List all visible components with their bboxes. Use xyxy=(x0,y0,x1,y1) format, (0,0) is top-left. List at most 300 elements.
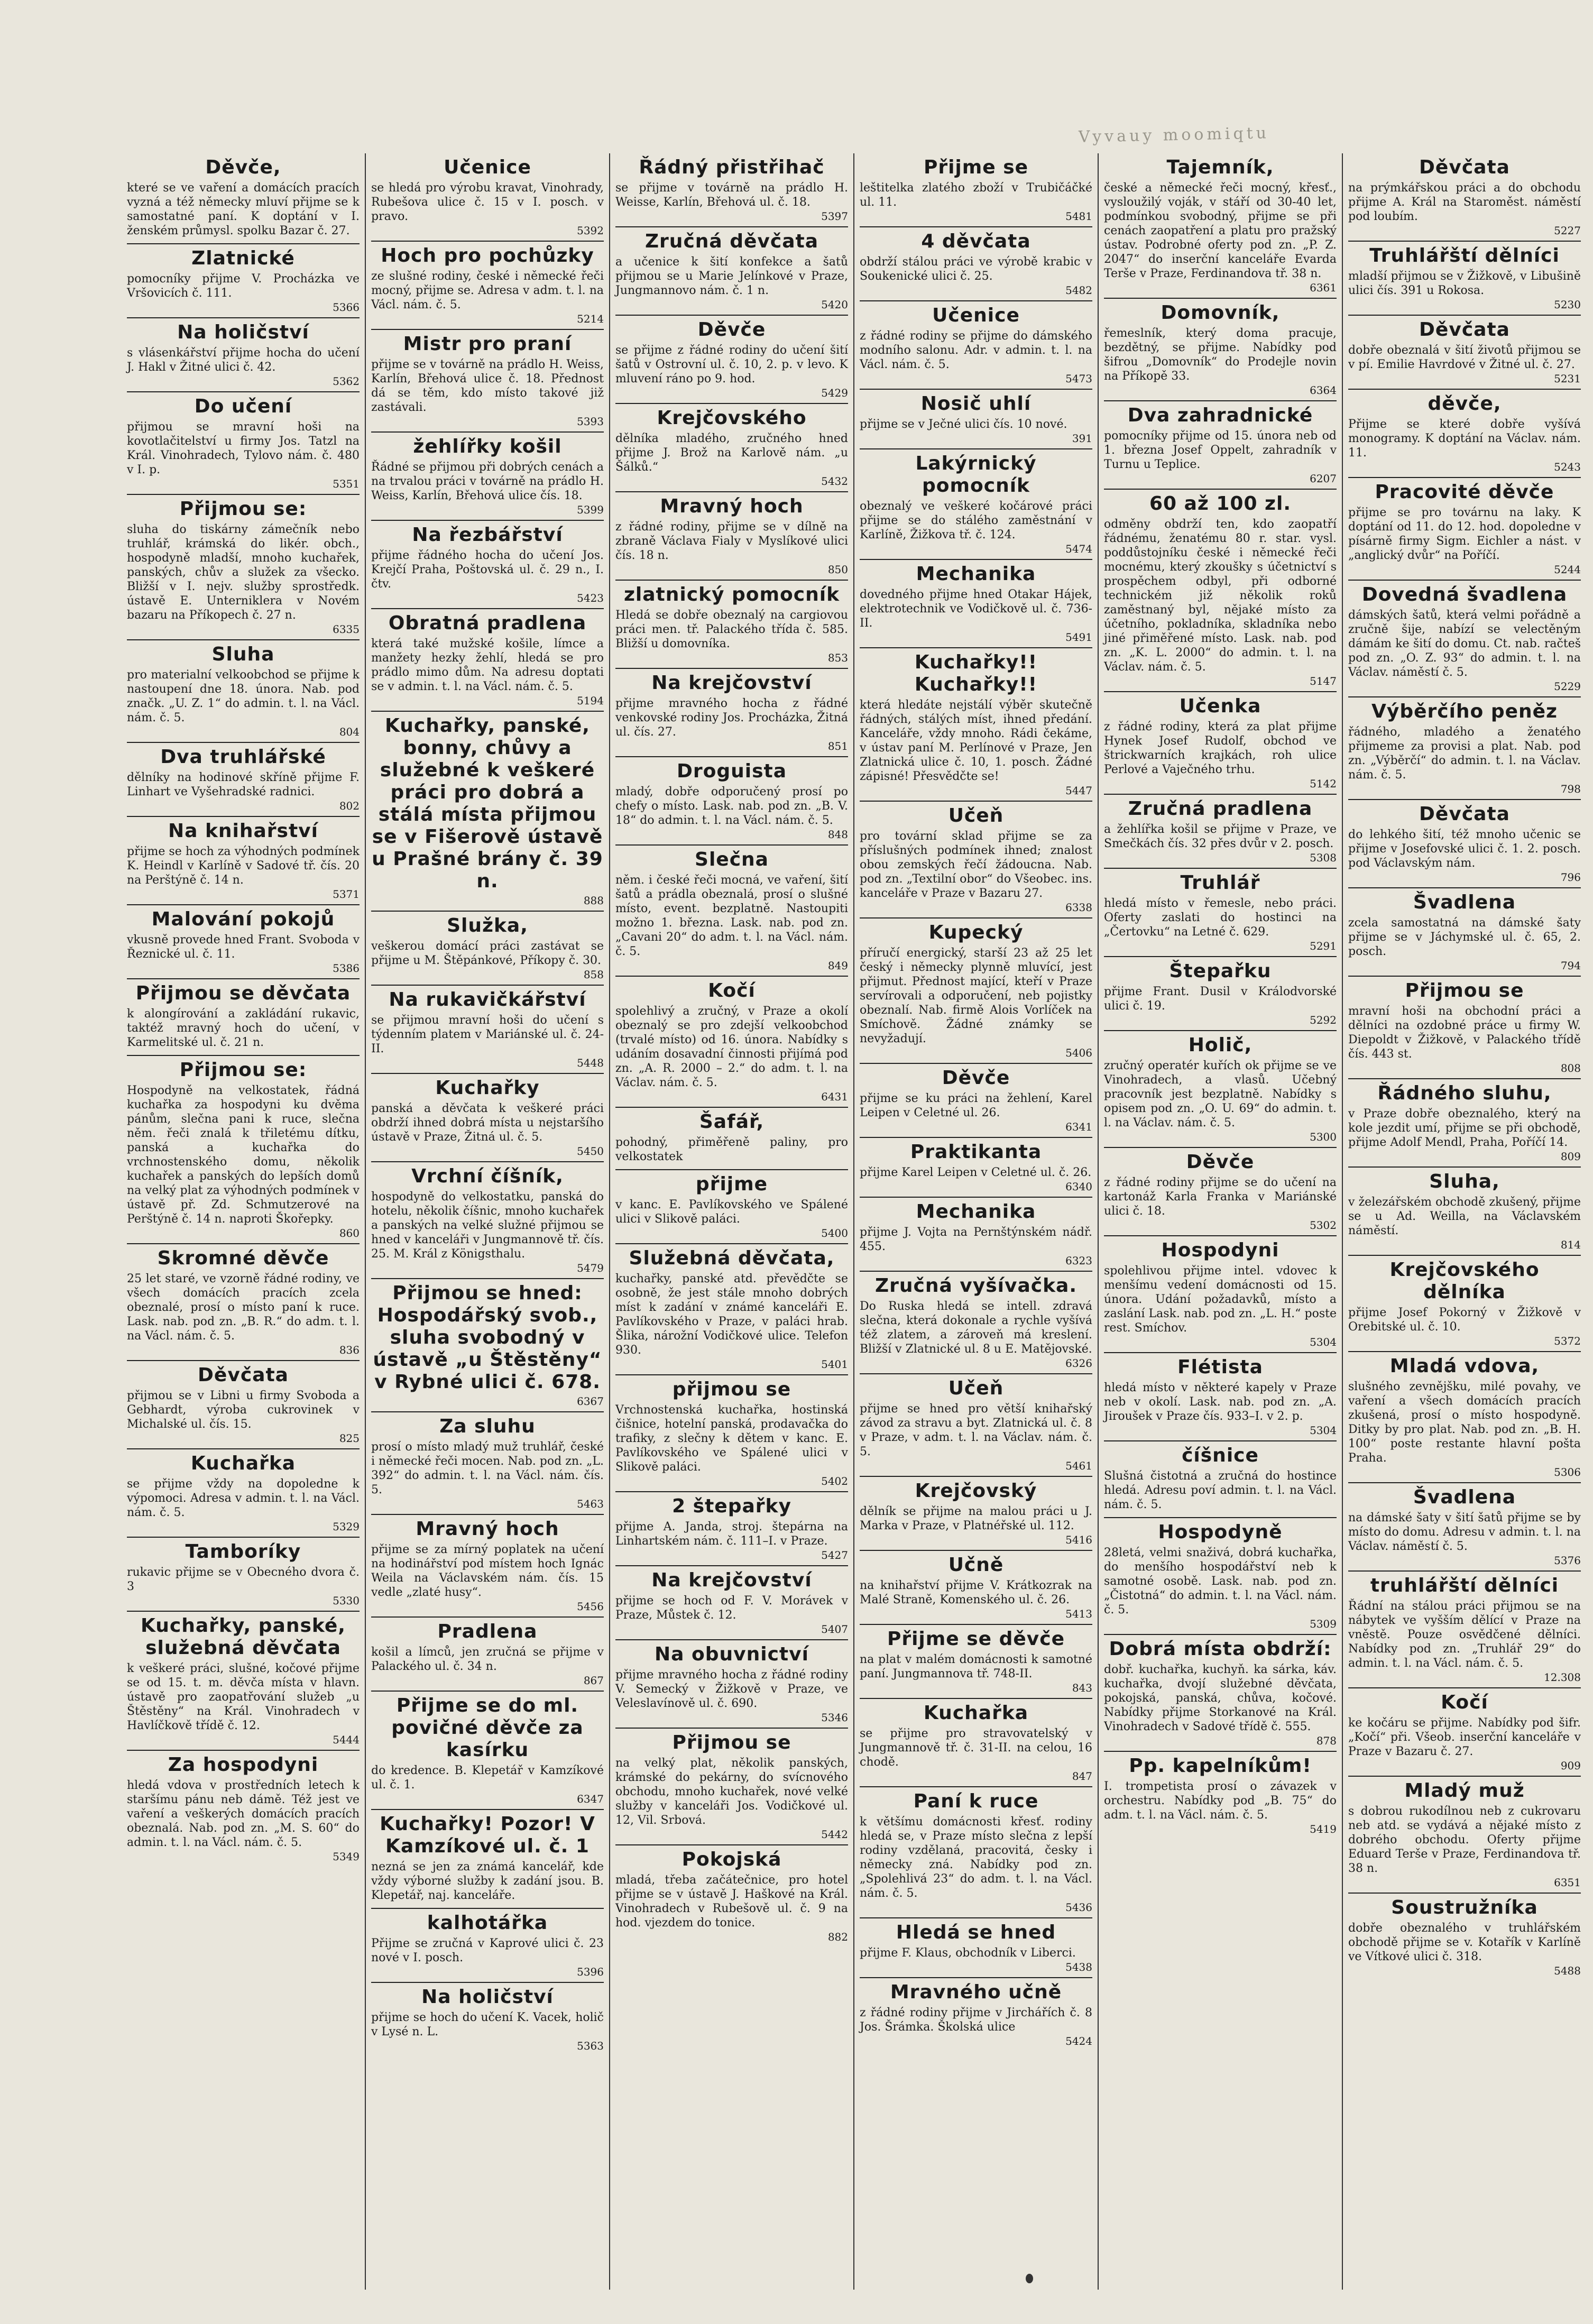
classified-ad xyxy=(615,669,848,757)
classified-ad xyxy=(1348,1256,1581,1352)
classified-ad xyxy=(371,1692,604,1810)
ad-headline: 4 děvčata xyxy=(921,231,1031,252)
ad-body-text: řádného, mladého a ženatého přijmeme za provisi a plat. Nab. pod zn. „Výběrčí“ do admin. t. l. na Václav. nám. č. 5. xyxy=(1348,725,1581,782)
classified-ad xyxy=(371,1412,604,1515)
ad-headline: Kočí xyxy=(1441,1692,1488,1713)
classified-ad xyxy=(1348,153,1581,242)
ad-headline: Na holičství xyxy=(421,1986,554,2008)
ad-body-text: hledá místo v řemesle, nebo práci. Oferty zaslati do hostinci na „Čertovku“ na Letné č. 629. xyxy=(1104,897,1337,939)
ad-headline: Hospodyně xyxy=(1158,1521,1283,1543)
ad-headline: Kuchařka xyxy=(923,1702,1029,1724)
column-6 xyxy=(1343,153,1586,2290)
ad-body-text: ze slušné rodiny, české i německé řeči mocný, přijme se. Adresa v adm. t. l. na Václ. nám. č. 5. xyxy=(371,270,604,311)
ad-body-text: přijme řádného hocha do učení Jos. Krejčí Praha, Poštovská ul. č. 29 n., I. čtv. xyxy=(371,549,604,591)
classified-ad xyxy=(371,1909,604,1983)
ad-headline: Paní k ruce xyxy=(913,1790,1039,1812)
classified-ad xyxy=(371,1983,604,2056)
ad-reference-number: 798 xyxy=(1560,783,1581,795)
ad-reference-number: 808 xyxy=(1560,1062,1581,1074)
ad-body-text: přijme Frant. Dusil v Králodvorské ulici č. 19. xyxy=(1104,985,1337,1013)
ad-reference-number: 5429 xyxy=(821,387,848,399)
ad-headline: Přijmou se děvčata xyxy=(135,982,351,1004)
ad-headline: Tajemník, xyxy=(1166,157,1274,178)
ad-reference-number: 6347 xyxy=(577,1793,604,1805)
ad-reference-number: 6367 xyxy=(577,1395,604,1408)
ad-reference-number: 5406 xyxy=(1065,1046,1092,1059)
ad-headline: Droguista xyxy=(676,760,787,782)
ad-headline: Děvče xyxy=(697,319,766,341)
ad-body-text: prosí o místo mladý muž truhlář, české i německé řeči mocen. Nab. pod zn. „L. 392“ do admin. t. l. na Václ. nám. čís. 5. xyxy=(371,1440,604,1496)
ad-body-text: dělníka mladého, zručného hned přijme J. Brož na Karlově nám. „u Šálků.“ xyxy=(615,432,848,474)
ad-body-text: řemeslník, který doma pracuje, bezdětný, se přijme. Nabídky pod šifrou „Domovník“ do Prodejle novin na Příkopě 33. xyxy=(1104,327,1337,383)
classified-ad xyxy=(860,1198,1092,1272)
classified-ad xyxy=(127,1244,360,1361)
ad-headline: Kuchařky! Pozor! V Kamzíkové ul. č. 1 xyxy=(380,1813,595,1857)
ad-headline: Přijme se xyxy=(923,157,1029,178)
classified-ad xyxy=(371,1810,604,1909)
ad-body-text: Přijme se zručná v Kaprové ulici č. 23 nové v I. posch. xyxy=(371,1937,604,1964)
classified-ad xyxy=(615,1170,848,1244)
ad-reference-number: 5438 xyxy=(1065,1961,1092,1973)
ad-headline: Na krejčovství xyxy=(651,1569,812,1591)
classified-ad xyxy=(1104,795,1337,869)
ad-headline: Domovník, xyxy=(1161,302,1280,324)
ad-headline: Na krejčovství xyxy=(651,672,812,694)
ad-headline: Pracovité děvče xyxy=(1375,481,1554,503)
ad-body-text: české a německé řeči mocný, křesť., vysloužilý voják, v stáří od 30-40 let, podmínkou svobodný, přijme se při cenách zaopatření a platu pro pražský ústav. Podrobné oferty pod zn. „P. Z. 2047“ do inserční kanceláře Evarda Terše v Praze, Ferdinandova tř. 38 n. xyxy=(1104,181,1337,280)
ad-headline: Kuchařka xyxy=(190,1453,296,1474)
ad-body-text: k alongírování a zakládání rukavic, taktéž mravný hoch do učení, v Karmelitské ul. č. 21 n. xyxy=(127,1007,360,1049)
ad-headline: Učeň xyxy=(948,1377,1004,1399)
ad-body-text: které se ve vaření a domácích pracích vyzná a též německy mluví přijme se k samostatné paní. K doptání v I. ženském průmysl. spolku Bazar č. 27. xyxy=(127,181,360,237)
classified-ad xyxy=(371,521,604,609)
classified-ad xyxy=(615,1640,848,1729)
ad-reference-number: 5309 xyxy=(1310,1618,1337,1630)
classified-ad xyxy=(1104,1353,1337,1441)
ad-reference-number: 849 xyxy=(827,959,848,972)
ad-headline: Výběrčího peněz xyxy=(1371,701,1558,722)
ad-headline: Na knihařství xyxy=(168,820,318,842)
ad-headline: Štepařku xyxy=(1169,960,1272,982)
ad-headline: Přijme se do ml. povičné děvče za kasírku xyxy=(391,1695,584,1761)
ad-headline: Děvčata xyxy=(1419,157,1510,178)
classified-ad xyxy=(127,1449,360,1538)
ad-body-text: k většímu domácnosti křesť. rodiny hledá se, v Praze místo slečna z lepší rodiny vzdělaná, pracovitá, česky i německy zná. Nabídky pod zn. „Spolehlivá 23“ do adm. t. l. na Václ. nám. č. 5. xyxy=(860,1815,1092,1900)
ad-body-text: s dobrou rukodílnou neb z cukrovaru neb atd. se vydává a nějaké místo z dobrého obchodu. Oferty přijme Eduard Terše v Praze, Ferdinandova tř. 38 n. xyxy=(1348,1805,1581,1875)
ad-reference-number: 814 xyxy=(1560,1238,1581,1251)
classified-ad xyxy=(371,1618,604,1692)
ad-headline: Přijmou se: xyxy=(179,1059,307,1081)
ad-reference-number: 878 xyxy=(1316,1734,1337,1747)
ad-reference-number: 6338 xyxy=(1065,901,1092,914)
ad-headline: Učenice xyxy=(444,157,531,178)
classified-ad xyxy=(1104,299,1337,401)
classified-ad xyxy=(1104,869,1337,957)
classified-ad xyxy=(860,1551,1092,1625)
ad-headline: Na holičství xyxy=(177,321,309,343)
ad-body-text: hledá místo v některé kapely v Praze neb v okolí. Lask. nab. pod zn. „A. Jiroušek v Praze čís. 933–I. v 2. p. xyxy=(1104,1381,1337,1423)
ad-body-text: dámských šatů, která velmi pořádně a zručně šije, nabízí se velectěným dámám ke šití do domu. Ct. nab. račteš pod zn. „O. Z. 93“ do admin. t. l. na Václav. náměstí č. 5. xyxy=(1348,609,1581,679)
ad-reference-number: 5392 xyxy=(577,224,604,237)
ad-headline: Vrchní číšník, xyxy=(411,1165,564,1187)
ad-reference-number: 6340 xyxy=(1065,1180,1092,1193)
ad-headline: Řádného sluhu, xyxy=(1377,1082,1552,1104)
classified-ad xyxy=(860,560,1092,648)
ad-body-text: Řádné se přijmou při dobrých cenách a na trvalou práci v továrně na prádlo H. Weiss, Karlín, Břehová ulice čís. 18. xyxy=(371,461,604,502)
ad-body-text: na plat v malém domácnosti k samotné paní. Jungmannova tř. 748-II. xyxy=(860,1653,1092,1680)
ad-body-text: přijme se hned pro větší knihařský závod za stravu a byt. Zlatnická ul. č. 8 v Praze, v adm. t. l. na Václav. nám. č. 5. xyxy=(860,1402,1092,1458)
ad-reference-number: 5407 xyxy=(821,1623,848,1636)
ad-body-text: zručný operatér kuřích ok přijme se ve Vinohradech, a vlasů. Učebný pracovník jest bezplatně. Nabídky s opisem pod zn. „O. U. 69“ do admin. t. l. na Václav. nám. č. 5. xyxy=(1104,1059,1337,1129)
ad-headline: Děvče xyxy=(942,1067,1010,1089)
ad-body-text: a učenice k šití konfekce a šatů přijmou se u Marie Jelínkové v Praze, Jungmannovo nám. č. 1 n. xyxy=(615,255,848,297)
ad-headline: Kuchařky!! Kuchařky!! xyxy=(914,651,1038,695)
ad-headline: děvče, xyxy=(1428,393,1502,415)
ad-reference-number: 5491 xyxy=(1065,631,1092,644)
classified-ad xyxy=(371,912,604,986)
classified-ad xyxy=(1348,1079,1581,1168)
ad-reference-number: 5413 xyxy=(1065,1607,1092,1620)
ad-body-text: dělník se přijme na malou práci u J. Marka v Praze, v Platnéřské ul. 112. xyxy=(860,1505,1092,1532)
ad-body-text: z řádné rodiny, která za plat přijme Hynek Josef Rudolf, obchod ve štrickwarních krajkách, roh ulice Perlové a Vaječného trhu. xyxy=(1104,720,1337,776)
classified-ad xyxy=(860,1374,1092,1477)
classified-ad xyxy=(860,1064,1092,1138)
ink-blot xyxy=(1026,2274,1033,2283)
classified-ad xyxy=(1348,888,1581,977)
ad-body-text: z řádné rodiny, přijme se v dílně na zbraně Václava Fialy v Myslíkové ulici čís. 18 n. xyxy=(615,520,848,562)
ad-headline: Truhlářští dělníci xyxy=(1369,245,1560,267)
ad-reference-number: 836 xyxy=(339,1344,360,1356)
ad-reference-number: 5401 xyxy=(821,1358,848,1371)
column-5 xyxy=(1099,153,1343,2290)
classified-ad xyxy=(1348,1777,1581,1894)
ad-body-text: veškerou domácí práci zastávat se přijme u M. Štěpánkové, Příkopy č. 30. xyxy=(371,940,604,967)
ad-body-text: a žehlířka košil se přijme v Praze, ve Smečkách čís. 32 přes dvůr v 2. posch. xyxy=(1104,823,1337,850)
ad-reference-number: 909 xyxy=(1560,1759,1581,1772)
ad-reference-number: 5330 xyxy=(333,1594,360,1607)
ad-reference-number: 5488 xyxy=(1554,1964,1581,1977)
classified-ad xyxy=(860,1477,1092,1551)
ad-body-text: kuchařky, panské atd. převědčte se osobně, že jest stále mnoho dobrých míst k zadání v známé kanceláři E. Pavlíkovského v Praze, v paláci hrab. Šlika, nárožní Vodičkové ulice. Telefon 930. xyxy=(615,1272,848,1357)
ad-body-text: s vlásenkářství přijme hocha do učení J. Hakl v Žitné ulici č. 42. xyxy=(127,346,360,374)
classified-ad xyxy=(371,433,604,521)
ad-body-text: dobř. kuchařka, kuchyň. ka sárka, káv. kuchařka, dvojí služebné děvčata, pokojská, panská, chůva, kočové. Nabídky přijme Storkanové na Král. Vinohradech v Sadové třídě č. 555. xyxy=(1104,1663,1337,1733)
classified-ad xyxy=(860,918,1092,1064)
ad-body-text: panská a děvčata k veškeré práci obdrží ihned dobrá místa u nejstaršího ústavě v Praze, Žitná ul. č. 5. xyxy=(371,1102,604,1144)
ad-body-text: něm. i české řeči mocná, ve vaření, šití šatů a prádla obeznalá, prosí o slušné místo, event. bezplatně. Nastoupiti možno 1. března. Lask. nab. pod zn. „Cavani 20“ do adm. t. l. na Václ. nám. č. 5. xyxy=(615,874,848,958)
ad-reference-number: 858 xyxy=(583,968,604,981)
ad-headline: Na řezbářství xyxy=(412,524,563,546)
ad-body-text: leštitelka zlatého zboží v Trubičáčké ul. 11. xyxy=(860,181,1092,209)
ad-headline: kalhotářka xyxy=(427,1912,548,1934)
column-4 xyxy=(854,153,1099,2290)
classified-ad xyxy=(615,1375,848,1492)
ad-body-text: odměny obdrží ten, kdo zaopatří řádnému, ženatému 80 r. star. vysl. poddůstojníku české i německé řeči mocnému, který zkoušky s účetnictví s prospěchem odbyl, při odborné technickém již několik roků zaměstnaný byl, nějaké místo za účetního, pokladníka, skladníka nebo jiné přiměřené místo. Lask. nab. pod zn. „K. L. 2000“ do admin. t. l. na Václav. nám. č. 5. xyxy=(1104,518,1337,674)
ad-reference-number: 5436 xyxy=(1065,1901,1092,1914)
classified-ad xyxy=(615,1729,848,1845)
ad-headline: Truhlář xyxy=(1180,872,1260,894)
classified-ad xyxy=(127,1056,360,1244)
ad-body-text: která také mužské košile, límce a manžety hezky žehlí, hledá se pro prádlo mimo dům. Na adresu doptati se v admin. t. l. na Václ. nám. č. 5. xyxy=(371,637,604,693)
ad-reference-number: 5302 xyxy=(1310,1219,1337,1232)
ad-body-text: nezná se jen za známá kancelář, kde vždy výborné služby k zadání jsou. B. Klepetář, naj. kanceláře. xyxy=(371,1860,604,1902)
ad-reference-number: 5423 xyxy=(577,592,604,604)
ad-headline: zlatnický pomocník xyxy=(623,584,840,605)
ad-reference-number: 5447 xyxy=(1065,784,1092,797)
ad-body-text: slušného zevnějšku, milé povahy, ve vaření a všech domácích pracích zkušená, prosí o místo hospodyně. Ditky by pro plat. Nab. pod zn. „B. H. 100“ poste restante hlavní pošta Praha. xyxy=(1348,1380,1581,1465)
ad-reference-number: 6323 xyxy=(1065,1254,1092,1267)
classified-ad xyxy=(371,712,604,912)
ad-body-text: Slušná čistotná a zručná do hostince hledá. Adresu poví admin. t. l. na Václ. nám. č. 5. xyxy=(1104,1469,1337,1511)
classified-ad xyxy=(1348,1352,1581,1483)
ad-reference-number: 825 xyxy=(339,1432,360,1445)
ad-body-text: Přijme se které dobře vyšívá monogramy. K doptání na Václav. nám. 11. xyxy=(1348,418,1581,460)
ad-body-text: na prýmkářskou práci a do obchodu přijme A. Král na Staroměst. náměstí pod loubím. xyxy=(1348,181,1581,223)
ad-reference-number: 5244 xyxy=(1554,563,1581,576)
classified-ad xyxy=(1104,692,1337,795)
classified-ad xyxy=(860,227,1092,301)
classified-ad xyxy=(1104,957,1337,1031)
classified-ad xyxy=(615,404,848,492)
ad-body-text: se přijme pro stravovatelský v Jungmannově tř. č. 31-II. na celou, 16 chodě. xyxy=(860,1727,1092,1769)
ad-reference-number: 5308 xyxy=(1310,851,1337,864)
classified-ad xyxy=(1104,1635,1337,1752)
ad-reference-number: 853 xyxy=(827,651,848,664)
ad-body-text: dobře obeznalého v truhlářském obchodě přijme se v. Kotařík v Karlíně ve Vítkové ulici č. 318. xyxy=(1348,1922,1581,1963)
ad-reference-number: 848 xyxy=(827,828,848,841)
classified-ad xyxy=(615,153,848,227)
ad-headline: Učenice xyxy=(932,305,1020,326)
classified-ad xyxy=(371,330,604,433)
ad-headline: Zlatnické xyxy=(191,247,295,269)
classified-ad xyxy=(1348,697,1581,800)
ad-reference-number: 5229 xyxy=(1554,680,1581,693)
ad-body-text: se hledá pro výrobu kravat, Vinohrady, Rubešova ulice č. 15 v I. posch. v pravo. xyxy=(371,181,604,223)
ad-body-text: pro materialní velkoobchod se přijme k nastoupení dne 18. února. Nab. pod značk. „U. Z. 1“ do admin. t. l. na Václ. nám. č. 5. xyxy=(127,668,360,724)
ad-body-text: 25 let staré, ve vzorně řádné rodiny, ve všech domácích pracích zcela obeznalé, prosí o místo paní k ruce. Lask. nab. pod zn. „B. R.“ do adm. t. l. na Václ. nám. č. 5. xyxy=(127,1272,360,1343)
ad-headline: Děvče xyxy=(1186,1151,1255,1173)
ad-headline: Přijmou se: xyxy=(179,498,307,520)
ad-headline: Přijmou se xyxy=(1405,980,1524,1002)
ad-body-text: zcela samostatná na dámské šaty přijme se v Jáchymské ul. č. 65, 2. posch. xyxy=(1348,916,1581,958)
ad-body-text: přijme Josef Pokorný v Žižkově v Orebitské ul. č. 10. xyxy=(1348,1306,1581,1334)
classified-ad xyxy=(127,1361,360,1449)
ad-reference-number: 5402 xyxy=(821,1475,848,1487)
ad-headline: Na rukavičkářství xyxy=(389,989,586,1011)
ad-reference-number: 796 xyxy=(1560,871,1581,884)
classified-ad xyxy=(615,757,848,846)
classified-ad xyxy=(127,640,360,743)
classified-ad xyxy=(615,1566,848,1640)
classified-ad xyxy=(860,1918,1092,1978)
ad-reference-number: 809 xyxy=(1560,1150,1581,1163)
ad-headline: Mravný hoch xyxy=(416,1518,559,1540)
ad-reference-number: 5194 xyxy=(577,694,604,707)
ad-reference-number: 5142 xyxy=(1310,777,1337,790)
ad-headline: Nosič uhlí xyxy=(920,393,1032,415)
ad-headline: Na obuvnictví xyxy=(655,1643,809,1665)
ad-reference-number: 5147 xyxy=(1310,675,1337,687)
ad-body-text: do kredence. B. Klepetář v Kamzíkové ul. č. 1. xyxy=(371,1764,604,1792)
classified-ad xyxy=(127,318,360,392)
ad-body-text: přijme se v továrně na prádlo H. Weiss, Karlín, Břehová ulice č. 18. Přednost dá se těm, kdo místo takové již zastávali. xyxy=(371,358,604,414)
faded-page-header: Vyvauy moomiqtu xyxy=(1078,124,1270,146)
ad-headline: Kočí xyxy=(708,980,756,1002)
ad-body-text: I. trompetista prosí o závazek v orchestru. Nabídky pod „B. 75“ do adm. t. l. na Václ. nám. č. 5. xyxy=(1104,1780,1337,1822)
classified-ad xyxy=(860,802,1092,918)
ad-body-text: pohodný, přiměřeně paliny, pro velkostatek xyxy=(615,1136,848,1163)
classified-ad xyxy=(127,817,360,905)
ad-body-text: na velký plat, několik panských, krámské do pekárny, do svícnového obchodu, mnoho kuchařek, nové velké služby v kanceláři Jos. Vodičkové ul. 12, Vil. Srbová. xyxy=(615,1757,848,1827)
ad-headline: žehlířky košil xyxy=(413,436,562,457)
classified-ad xyxy=(1104,1518,1337,1635)
ad-reference-number: 5432 xyxy=(821,475,848,488)
ad-reference-number: 5399 xyxy=(577,503,604,516)
ad-headline: Pp. kapelníkům! xyxy=(1129,1755,1312,1777)
ad-reference-number: 5479 xyxy=(577,1262,604,1274)
ad-headline: Dobrá místa obdrží: xyxy=(1109,1638,1332,1660)
ad-reference-number: 882 xyxy=(827,1931,848,1943)
ad-reference-number: 5424 xyxy=(1065,2035,1092,2047)
ad-body-text: z řádné rodiny přijme v Jirchářích č. 8 Jos. Šrámka. Školská ulice xyxy=(860,2006,1092,2034)
classified-ad xyxy=(127,153,360,244)
ad-body-text: v Praze dobře obeznalého, který na kole jezdit umí, přijme se při obchodě, přijme Adolf Mendl, Praha, Poříčí 14. xyxy=(1348,1107,1581,1149)
ad-body-text: přijme se pro továrnu na laky. K doptání od 11. do 12. hod. dopoledne v písárně firmy Sigm. Eichler a nást. v „anglický dvůr“ na Poříčí. xyxy=(1348,506,1581,562)
ad-body-text: sluha do tiskárny zámečník nebo truhlář, krámská do likér. obch., hospodyně mladší, mnoho kuchařek, panských, chův a služek za všecko. Bližší v I. nejv. služby sprostředk. ústavě E. Unterniklera v Novém bazaru na Příkopech č. 27 n. xyxy=(127,523,360,622)
ad-body-text: ke kočáru se přijme. Nabídky pod šifr. „Kočí“ při. Všeob. inserční kanceláře v Praze v Bazaru č. 27. xyxy=(1348,1716,1581,1758)
ad-headline: Slečna xyxy=(695,849,769,870)
classified-ad xyxy=(860,449,1092,560)
ad-headline: Děvčata xyxy=(1419,319,1510,341)
ad-headline: Za hospodyni xyxy=(168,1754,319,1776)
ad-headline: Krejčovského dělníka xyxy=(1389,1259,1540,1303)
classified-ad xyxy=(860,1787,1092,1918)
ad-reference-number: 5416 xyxy=(1065,1533,1092,1546)
ad-headline: Za sluhu xyxy=(439,1416,536,1437)
ad-reference-number: 5351 xyxy=(333,477,360,490)
ad-headline: Krejčovského xyxy=(657,407,807,429)
ad-headline: Tamboríky xyxy=(185,1541,301,1563)
classified-ad xyxy=(1348,1483,1581,1572)
ad-reference-number: 5400 xyxy=(821,1227,848,1239)
classified-ad xyxy=(371,1162,604,1279)
ad-reference-number: 6361 xyxy=(1310,281,1337,294)
classified-ad xyxy=(1348,581,1581,697)
ad-body-text: 28letá, velmi snaživá, dobrá kuchařka, do menšího hospodářství neb k samotné osobě. Lask. nab. pod zn. „Čistotná“ do admin. t. l. na Václ. nám. č. 5. xyxy=(1104,1546,1337,1616)
ad-body-text: na knihařství přijme V. Krátkozrak na Malé Straně, Komenského ul. č. 26. xyxy=(860,1579,1092,1606)
ad-reference-number: 6431 xyxy=(821,1090,848,1103)
ad-headline: Učně xyxy=(948,1554,1004,1576)
ad-body-text: Řádní na stálou práci přijmou se na nábytek ve vyšším dělící v Praze na vněstě. Pouze osvědčené dělníci. Nabídky pod zn. „Truhlář 29“ do admin. t. l. na Václ. nám. č. 5. xyxy=(1348,1600,1581,1670)
ad-headline: Krejčovský xyxy=(915,1480,1037,1502)
ad-headline: Hledá se hned xyxy=(896,1922,1056,1943)
ad-reference-number: 391 xyxy=(1072,432,1092,445)
ad-reference-number: 6341 xyxy=(1065,1120,1092,1133)
ad-body-text: přijme J. Vojta na Pernštýnském nádř. 455. xyxy=(860,1226,1092,1253)
ad-body-text: mravní hoši na obchodní práci a dělníci na ozdobné práce u firmy W. Diepoldt v Žižkově, v Palackého třídě čís. 443 st. xyxy=(1348,1005,1581,1061)
ad-reference-number: 802 xyxy=(339,800,360,812)
ad-headline: 2 štepařky xyxy=(672,1495,791,1517)
ad-reference-number: 851 xyxy=(827,740,848,752)
column-2 xyxy=(366,153,610,2290)
classified-ad xyxy=(615,977,848,1108)
classified-ad xyxy=(127,1612,360,1751)
ad-headline: Švadlena xyxy=(1413,1486,1516,1508)
ad-body-text: přijme se v Ječné ulici čís. 10 nové. xyxy=(860,418,1067,431)
ad-headline: 60 až 100 zl. xyxy=(1149,493,1292,515)
ad-body-text: dobře obeznalá v šití životů přijmou se v pí. Emilie Havrdové v Žitné ul. č. 27. xyxy=(1348,344,1581,371)
ad-reference-number: 888 xyxy=(583,894,604,907)
ad-headline: Mladá vdova, xyxy=(1389,1355,1540,1377)
column-1 xyxy=(122,153,366,2290)
ad-reference-number: 5396 xyxy=(577,1965,604,1978)
classified-ad xyxy=(371,1515,604,1618)
ad-headline: Zručná děvčata xyxy=(644,231,819,252)
classified-ad xyxy=(615,846,848,977)
classified-ad xyxy=(127,979,360,1056)
classified-ad xyxy=(371,153,604,242)
ad-headline: Kupecký xyxy=(928,922,1024,943)
ad-headline: Lakýrnický pomocník xyxy=(915,453,1037,497)
ad-headline: Sluha xyxy=(211,644,275,665)
ad-reference-number: 860 xyxy=(339,1227,360,1239)
classified-ad xyxy=(860,648,1092,802)
ad-body-text: pomocníky přijme V. Procházka ve Vršovicích č. 111. xyxy=(127,272,360,300)
ad-reference-number: 5397 xyxy=(821,210,848,223)
ad-body-text: mladá, třeba začátečnice, pro hotel přijme se v ústavě J. Haškové na Král. Vinohradech v Rubešově ul. č. 9 na hod. vjezdem do tonice. xyxy=(615,1873,848,1930)
ad-body-text: přijme se hoch od F. V. Morávek v Praze, Můstek č. 12. xyxy=(615,1594,848,1622)
classified-ad xyxy=(860,1138,1092,1198)
ad-headline: Přijme se děvče xyxy=(887,1628,1065,1650)
ad-headline: přijmou se xyxy=(672,1379,791,1400)
ad-body-text: dovedného přijme hned Otakar Hájek, elektrotechnik ve Vodičkově ul. č. 736-II. xyxy=(860,588,1092,630)
classified-ad xyxy=(371,609,604,712)
ad-body-text: přijme mravného hocha z řádné rodiny V. Semecký v Žižkově v Praze, ve Veleslavínově ul. č. 690. xyxy=(615,1668,848,1710)
ad-body-text: se přijme v továrně na prádlo H. Weisse, Karlín, Břehová ul. č. 18. xyxy=(615,181,848,209)
ad-reference-number: 12.308 xyxy=(1544,1671,1581,1684)
ad-body-text: Do Ruska hledá se intell. zdravá slečna, která dokonale a rychle vyšívá též zlatem, a zároveň má kreslení. Bližší v Zlatnické ul. 8 u E. Matějovské. xyxy=(860,1300,1092,1356)
ad-reference-number: 5243 xyxy=(1554,461,1581,473)
ad-headline: Obratná pradlena xyxy=(388,612,587,634)
classified-ad xyxy=(1348,242,1581,316)
ad-body-text: příručí energický, starší 23 až 25 let český i německy plynně mluvící, jest přijmut. Přednost mající, kteří v Praze servírovali a odporučení, neb pojistky obeznalí. Nab. firmě Alois Vorlíček na Smíchově. Žádné známky se nevyžadují. xyxy=(860,947,1092,1045)
classified-ad xyxy=(127,905,360,979)
ad-body-text: přijme mravného hocha z řádné venkovské rodiny Jos. Procházka, Žitná ul. čís. 27. xyxy=(615,697,848,739)
ad-headline: Švadlena xyxy=(1413,892,1516,913)
ad-headline: Sluha, xyxy=(1429,1171,1500,1192)
ad-reference-number: 5346 xyxy=(821,1711,848,1724)
ad-headline: Mechanika xyxy=(916,563,1036,585)
ad-headline: Zručná pradlena xyxy=(1128,798,1313,820)
ad-body-text: do lehkého šití, též mnoho učenic se přijme v Josefovské ulici č. 1. 2. posch. pod Václavským nám. xyxy=(1348,828,1581,870)
ad-headline: Šafář, xyxy=(699,1111,765,1133)
classified-ad xyxy=(127,495,360,640)
ad-headline: Mladý muž xyxy=(1404,1780,1525,1802)
ad-body-text: přijme se za mírný poplatek na učení na hodinářství pod místem hoch Ignác Weila na Václavském nám. čís. 15 vedle „zlaté husy“. xyxy=(371,1543,604,1599)
ad-headline: Dva truhlářské xyxy=(160,746,326,768)
ad-headline: Mravného učně xyxy=(890,1981,1062,2003)
ad-reference-number: 5473 xyxy=(1065,372,1092,385)
ad-reference-number: 5442 xyxy=(821,1828,848,1841)
ad-reference-number: 5427 xyxy=(821,1549,848,1561)
classified-ad xyxy=(127,743,360,817)
ad-headline: Dovedná švadlena xyxy=(1361,584,1568,605)
ad-reference-number: 6207 xyxy=(1310,472,1337,485)
classified-ad xyxy=(1348,977,1581,1079)
ad-reference-number: 5450 xyxy=(577,1145,604,1158)
ad-reference-number: 5448 xyxy=(577,1057,604,1069)
ad-reference-number: 5481 xyxy=(1065,210,1092,223)
